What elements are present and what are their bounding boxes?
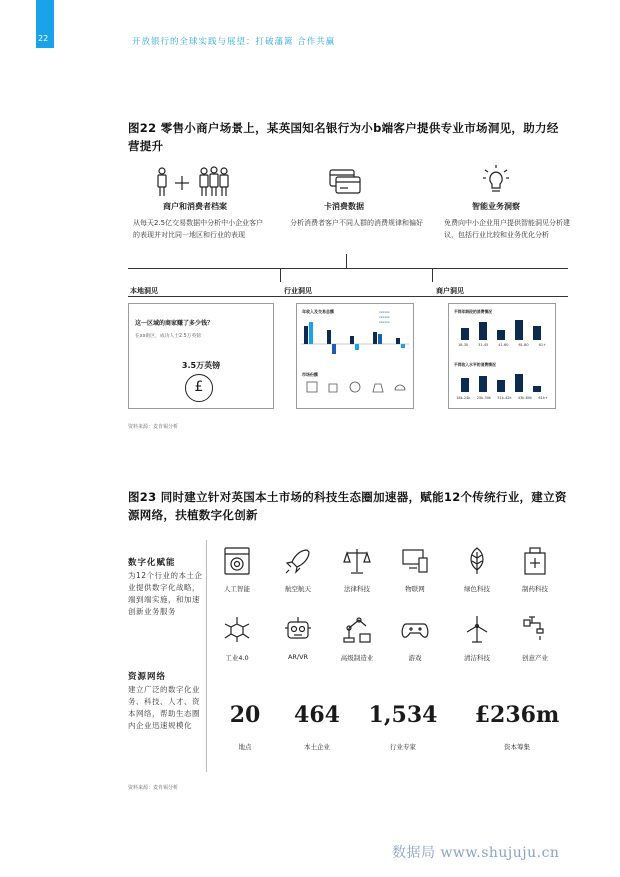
people-icon — [152, 166, 232, 198]
washing-machine-icon — [222, 546, 252, 576]
market-share-icons — [303, 378, 407, 398]
connector-horizontal — [128, 268, 568, 269]
merchant-income-tick: 31k-42k — [497, 396, 512, 400]
industry-bar — [327, 330, 331, 344]
local-amount: 3.5万英镑 — [181, 361, 221, 370]
merchant-bar — [479, 322, 487, 340]
running-header: 开放银行的全球实践与展望：打破藩篱 合作共赢 — [132, 37, 336, 47]
industry-legend-2: xxxxxx — [379, 315, 390, 319]
watermark: 数据局 www.shujuju.cn — [392, 845, 560, 861]
page-number: 22 — [38, 34, 49, 43]
stat-value-capital: £236m — [474, 702, 560, 728]
merchant-age-tick: 41-60 — [498, 343, 509, 347]
industry-bar-chart — [301, 316, 409, 364]
robot-icon — [283, 614, 313, 644]
industry-bar — [396, 338, 400, 344]
stat-label-capital: 资本筹集 — [504, 743, 530, 751]
col-heading-insights: 智能业务洞察 — [472, 202, 520, 211]
resource-desc: 建立广泛的数字化业务、科技、人才、资本网络，帮助生态圈内企业迅速规模化 — [128, 685, 200, 730]
merchant-age-tick: 31-45 — [478, 343, 489, 347]
connector-vertical — [346, 254, 347, 268]
robot-arm-icon — [342, 614, 372, 644]
connector-left — [280, 268, 281, 282]
local-question: 这一区域的商家赚了多少钱？ — [135, 320, 214, 327]
tech-label-legal: 法律科技 — [344, 585, 370, 593]
fig22-source: 资料来源：麦肯锡分析 — [128, 424, 179, 430]
fig23-title: 图23 同时建立针对英国本土市场的科技生态圈加速器，赋能12个传统行业，建立资源网络，扶植数字化创新 — [128, 490, 567, 522]
merchant-income-tick: 43k-60k — [517, 396, 533, 400]
merchant-bar — [533, 326, 541, 340]
merchant-age-chart — [455, 316, 551, 342]
merchant-income-tick: 25k-30k — [476, 396, 491, 400]
stat-label-locations: 地点 — [238, 743, 252, 751]
industry-legend-3: xxxxxx — [379, 320, 390, 324]
tech-label-games: 游戏 — [408, 654, 422, 662]
pound-symbol: £ — [194, 379, 204, 395]
tech-label-ai: 人工智能 — [224, 585, 250, 593]
wind-turbine-icon — [462, 614, 492, 644]
merchant-income-chart — [455, 370, 551, 394]
merchant-insight-panel — [448, 303, 556, 409]
tech-label-advanced-mfg: 高级制造业 — [340, 654, 374, 662]
panel-label-industry: 行业洞见 — [284, 287, 312, 295]
panel-rule — [128, 296, 568, 297]
col-heading-profiles: 商户和消费者档案 — [163, 202, 227, 211]
industry-bar — [355, 344, 359, 350]
tech-label-aerospace: 航空航天 — [285, 585, 311, 593]
stat-value-experts: 1,534 — [368, 702, 438, 728]
leaf-icon — [462, 546, 492, 576]
stat-label-experts: 行业专家 — [390, 743, 416, 751]
merchant-bar — [497, 380, 505, 392]
tech-label-green: 绿色科技 — [464, 585, 490, 593]
merchant-chart2-title: 不同收入水平的消费情况 — [454, 362, 496, 367]
industry-insight-panel — [296, 303, 414, 409]
scales-icon — [342, 546, 372, 576]
col-heading-card-data: 卡消费数据 — [324, 202, 364, 211]
gamepad-icon — [400, 614, 430, 644]
faucet-icon — [520, 614, 550, 644]
stat-value-companies: 464 — [294, 702, 340, 728]
col-desc-card-data: 分析消费者客户不同人群的消费规律和偏好 — [290, 219, 423, 227]
rocket-icon — [283, 546, 313, 576]
devices-icon — [400, 546, 430, 576]
panel-label-local: 本地洞见 — [130, 287, 158, 295]
connector-right — [432, 268, 433, 282]
resource-heading: 资源网络 — [128, 672, 167, 682]
merchant-income-tick: 18k-24k — [456, 396, 471, 400]
digital-desc: 为12个行业的本土企业提供数字化战略，端到端实施，和加速创新业务服务 — [128, 571, 203, 616]
industry-bar — [378, 334, 382, 344]
industry-legend-1: xxxxxx — [379, 310, 390, 314]
merchant-bar — [515, 320, 523, 340]
fig22-title: 图22 零售小商户场景上，某英国知名银行为小b端客户提供专业市场洞见，助力经营提升 — [128, 121, 559, 153]
merchant-age-tick: 61-80 — [518, 343, 529, 347]
industry-bar — [350, 336, 354, 344]
digital-heading: 数字化赋能 — [128, 558, 176, 568]
medicine-icon — [520, 546, 550, 576]
industry-bar — [304, 326, 308, 344]
industry-bar — [401, 344, 405, 348]
tech-label-iot: 物联网 — [405, 585, 425, 593]
col-desc-insights: 免费向中小企业用户提供智能洞见分析建议，包括行业比较和业务优化分析 — [444, 219, 570, 239]
local-insight-panel — [128, 303, 274, 409]
industry-bottom-title: 市场份额 — [302, 372, 318, 377]
merchant-bar — [461, 328, 469, 340]
tech-label-cleantech: 清洁科技 — [464, 654, 490, 662]
tech-label-creative: 创意产业 — [522, 654, 548, 662]
merchant-chart1-title: 不同年龄段的消费情况 — [454, 309, 492, 314]
stat-label-companies: 本土企业 — [304, 743, 330, 751]
tech-label-industry40: 工业4.0 — [225, 654, 249, 662]
col-desc-profiles: 从每天2.5亿交易数据中分析中小企业客户的表现并对比同一地区和行业的表现 — [133, 219, 264, 239]
merchant-income-tick: 61k+ — [538, 396, 548, 400]
merchant-age-tick: 18-30 — [457, 343, 469, 347]
local-subtext: 在xx街区，成功人士2.5万英镑 — [135, 334, 202, 339]
industry-bar — [373, 332, 377, 344]
network-cube-icon — [222, 614, 252, 644]
merchant-bar — [461, 378, 469, 392]
pound-coin-icon — [185, 374, 213, 402]
fig23-source: 资料来源：麦肯锡分析 — [128, 785, 179, 791]
merchant-bar — [497, 330, 505, 340]
industry-chart-title: 年收入及交易总额 — [302, 309, 334, 314]
tech-label-pharma: 制药科技 — [522, 585, 548, 593]
tech-label-arvr: AR/VR — [287, 653, 309, 661]
stat-value-locations: 20 — [229, 702, 261, 728]
industry-bar — [332, 344, 336, 354]
merchant-bar — [479, 376, 487, 392]
lightbulb-icon — [482, 164, 510, 196]
merchant-bar — [533, 386, 541, 392]
cards-icon — [328, 168, 362, 196]
panel-label-merchant: 商户洞见 — [436, 287, 464, 295]
industry-bar — [309, 322, 313, 344]
merchant-age-tick: 81+ — [538, 343, 546, 347]
merchant-bar — [515, 374, 523, 392]
